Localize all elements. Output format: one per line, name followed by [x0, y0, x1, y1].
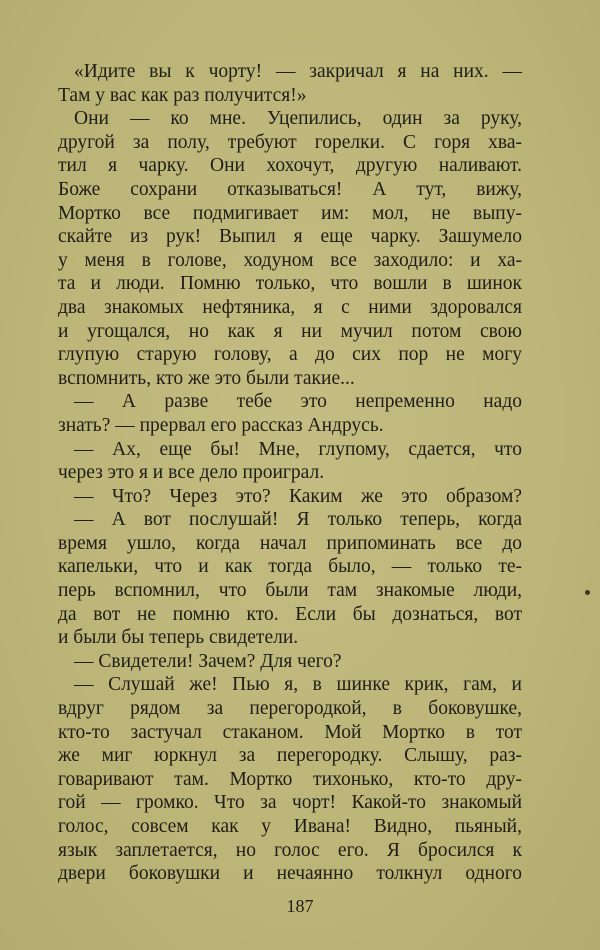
text-line: — Слушай же! Пью я, в шинке крик, гам, и: [74, 674, 522, 696]
text-line: вдруг рядом за перегородкой, в боковушке,: [58, 698, 522, 720]
text-line: тил я чарку. Они хохочут, другую наливают.: [58, 155, 522, 177]
text-line: та и люди. Помню только, что вошли в шинок: [58, 273, 522, 295]
text-line: другой за полу, требуют горелки. С горя хва-: [58, 131, 522, 153]
text-line: же миг юркнул за перегородку. Слышу, раз-: [58, 745, 522, 767]
text-line: и угощался, но как я ни мучил потом свою: [58, 320, 522, 342]
text-line: двери боковушки и нечаянно толкнул одного: [58, 863, 522, 885]
text-line: — А разве тебе это непременно надо: [74, 391, 522, 413]
text-line: у меня в голове, ходуном все заходило: и ха-: [58, 249, 522, 271]
text-line: Они — ко мне. Уцепились, один за руку,: [74, 108, 522, 130]
text-line: — Что? Через это? Каким же это образом?: [74, 485, 522, 507]
text-line: капельки, что и как тогда было, — только те-: [58, 556, 522, 578]
text-line: время ушло, когда начал припоминать все до: [58, 532, 522, 554]
text-line: скайте из рук! Выпил я еще чарку. Зашумело: [58, 226, 522, 248]
text-line: знать? — прервал его рассказ Андрусь.: [58, 414, 384, 436]
text-line: — А вот послушай! Я только теперь, когда: [74, 509, 522, 531]
ink-speck: [585, 590, 590, 595]
text-line: через это я и все дело проиграл.: [58, 462, 325, 484]
text-line: перь вспомнил, что были там знакомые люди,: [58, 580, 522, 602]
text-line: глупую старую голову, а до сих пор не могу: [58, 344, 522, 366]
text-line: и были бы теперь свидетели.: [58, 627, 299, 649]
text-line: говаривают там. Мортко тихонько, кто-то дру-: [58, 768, 522, 790]
text-line: язык заплетается, но голос его. Я бросился к: [58, 839, 522, 861]
page-text: [58, 60, 522, 886]
text-line: гой — громко. Что за чорт! Какой-то знакомый: [58, 792, 522, 814]
text-line: — Свидетели! Зачем? Для чего?: [74, 650, 342, 672]
text-line: два знакомых нефтяника, я с ними здоровался: [58, 296, 522, 318]
text-line: Боже сохрани отказываться! А тут, вижу,: [58, 178, 522, 200]
text-line: кто-то застучал стаканом. Мой Мортко в тот: [58, 721, 522, 743]
text-line: голос, совсем как у Ивана! Видно, пьяный,: [58, 816, 522, 837]
text-line: вспомнить, кто же это были такие...: [58, 367, 355, 389]
page-number: 187: [286, 896, 314, 916]
text-line: Мортко все подмигивает им: мол, не выпу-: [58, 202, 522, 224]
text-line: Там у вас как раз получится!»: [58, 84, 307, 106]
text-line: да вот не помню кто. Если бы дознаться, вот: [58, 603, 522, 625]
text-line: — Ах, еще бы! Мне, глупому, сдается, что: [74, 438, 522, 460]
text-line: «Идите вы к чорту! — закричал я на них. —: [74, 61, 522, 82]
